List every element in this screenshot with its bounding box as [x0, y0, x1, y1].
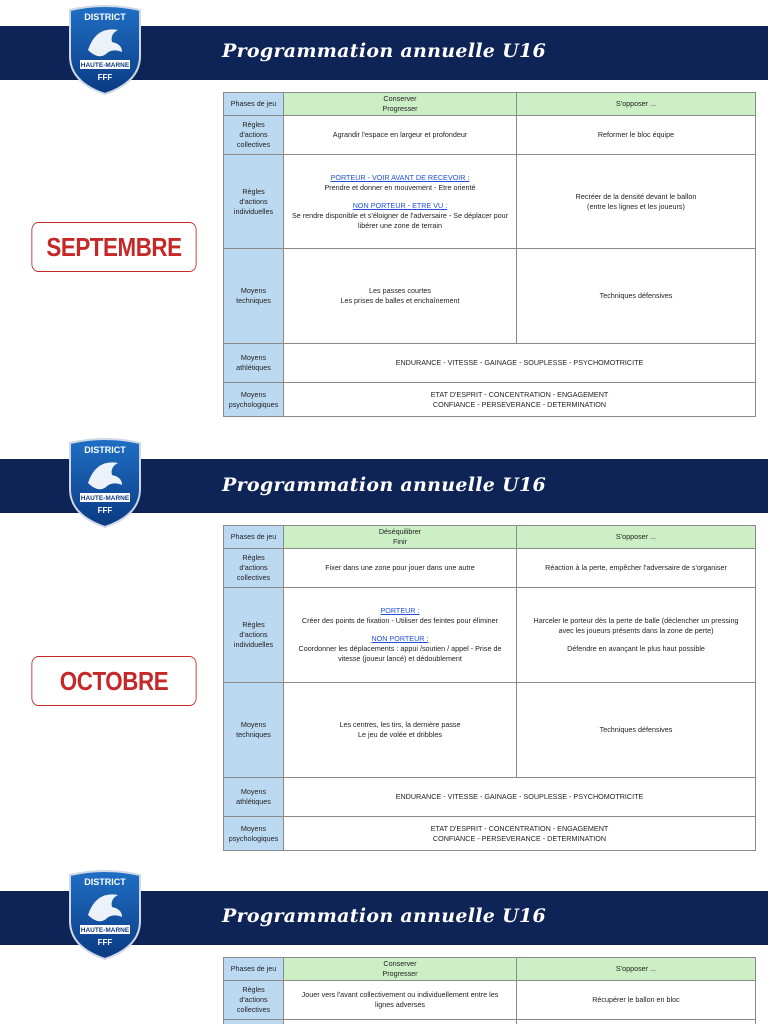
techniques-col1 [284, 683, 517, 778]
cell-line: (entre les lignes et les joueurs) [587, 201, 685, 211]
collectives-col1 [284, 981, 517, 1020]
collectives-col2: Récupérer le ballon en bloc [517, 981, 756, 1020]
porteur-label: PORTEUR : [380, 606, 420, 615]
row-label-psychologiques [224, 817, 284, 851]
planning-table [223, 92, 756, 417]
label-line: d'actions [239, 563, 268, 572]
individuelles-col2 [517, 155, 756, 249]
table-row [224, 817, 756, 851]
logo-fff-text: FFF [97, 938, 113, 947]
col2-header: S'opposer ... [517, 526, 756, 549]
col1-header [284, 93, 517, 116]
page-title: Programmation annuelle U16 [222, 905, 546, 927]
col2-header: S'opposer ... [517, 93, 756, 116]
table-row [224, 526, 756, 549]
collectives-col2: Réaction à la perte, empêcher l'adversaire de s'organiser [517, 549, 756, 588]
logo-district-text: DISTRICT [84, 12, 126, 22]
table-clip [0, 957, 768, 1024]
non-porteur-label: NON PORTEUR : [371, 634, 429, 643]
table-row [224, 588, 756, 683]
table-row [224, 344, 756, 383]
label-line: psychologiques [228, 833, 279, 843]
label-line: Moyens [240, 720, 267, 729]
individuelles-col1 [284, 588, 517, 683]
row-label-individuelles [224, 588, 284, 683]
logo-district-text: DISTRICT [84, 445, 126, 455]
individuelles-col2 [517, 588, 756, 683]
label-line: athlétiques [236, 797, 271, 806]
col1-header-line: Finir [393, 537, 407, 546]
label-line: individuelles [233, 206, 274, 216]
cell-line: Le jeu de volée et dribbles [358, 730, 442, 739]
row-label-phases: Phases de jeu [224, 93, 284, 116]
label-line: Moyens [240, 823, 267, 833]
page-title: Programmation annuelle U16 [222, 40, 546, 62]
psychologiques-cell [284, 383, 756, 417]
cell-line: ETAT D'ESPRIT - CONCENTRATION - ENGAGEMENT [430, 389, 609, 399]
col1-header-line: Progresser [382, 104, 418, 113]
col1-header-line: Conserver [383, 959, 417, 968]
individuelles-col1 [284, 1020, 517, 1024]
row-label-phases: Phases de jeu [224, 526, 284, 549]
cell-line: avec les joueurs présents dans la zone de perte) [558, 626, 714, 635]
cell-line: ETAT D'ESPRIT - CONCENTRATION - ENGAGEMENT [430, 823, 609, 833]
techniques-col2: Techniques défensives [517, 683, 756, 778]
planning-table [223, 525, 756, 851]
cell-line: CONFIANCE - PERSEVERANCE - DETERMINATION [432, 833, 607, 843]
athletiques-cell: ENDURANCE - VITESSE - GAINAGE - SOUPLESSE - PSYCHOMOTRICITE [284, 344, 756, 383]
cell-line: Les passes courtes [369, 286, 431, 295]
table-row [224, 549, 756, 588]
individuelles-col2 [517, 1020, 756, 1024]
label-line: collectives [236, 140, 271, 149]
row-label-athletiques [224, 778, 284, 817]
label-line: psychologiques [228, 399, 279, 409]
label-line: techniques [236, 730, 271, 739]
table-row [224, 981, 756, 1020]
label-line: Règles [242, 620, 265, 629]
col1-header-line: Conserver [383, 94, 417, 103]
table-row [224, 249, 756, 344]
non-porteur-text: Se rendre disponible et s'éloigner de l'adversaire - Se déplacer pour [291, 210, 509, 220]
table-row [224, 778, 756, 817]
col1-header-line: Progresser [382, 969, 418, 978]
table-row [224, 116, 756, 155]
label-line: Règles [242, 985, 265, 994]
label-line: Règles [242, 186, 265, 196]
district-logo-icon [66, 869, 144, 961]
label-line: d'actions [239, 130, 268, 139]
cell-line: Les prises de balles et enchaînement [340, 296, 460, 305]
techniques-col2: Techniques défensives [517, 249, 756, 344]
non-porteur-text: Coordonner les déplacements : appui /soutien / appel - Prise de [298, 644, 502, 653]
porteur-label: PORTEUR - VOIR AVANT DE RECEVOIR : [330, 172, 470, 182]
cell-line: Jouer vers l'avant collectivement ou individuellement entre les [301, 990, 499, 999]
logo-fff-text: FFF [97, 73, 113, 82]
label-line: Moyens [240, 389, 267, 399]
month-label: SEPTEMBRE [31, 222, 196, 272]
cell-line: Harceler le porteur dès la perte de balle (déclencher un pressing [533, 616, 739, 625]
planning-table [223, 957, 756, 1024]
collectives-col2: Reformer le bloc équipe [517, 116, 756, 155]
label-line: Moyens [240, 787, 267, 796]
porteur-text: Prendre et donner en mouvement - Etre orienté [324, 182, 476, 192]
athletiques-cell: ENDURANCE - VITESSE - GAINAGE - SOUPLESSE - PSYCHOMOTRICITE [284, 778, 756, 817]
label-line: Moyens [240, 353, 267, 362]
row-label-collectives [224, 116, 284, 155]
col1-header-line: Déséquilibrer [378, 527, 422, 536]
cell-line: Recréer de la densité devant le ballon [575, 191, 697, 201]
row-label-collectives [224, 549, 284, 588]
label-line: collectives [236, 1005, 271, 1014]
page-title: Programmation annuelle U16 [222, 474, 546, 496]
row-label-individuelles [224, 155, 284, 249]
label-line: Moyens [240, 286, 267, 295]
table-row [224, 155, 756, 249]
cell-line: CONFIANCE - PERSEVERANCE - DETERMINATION [432, 399, 607, 409]
individuelles-col1 [284, 155, 517, 249]
table-row [224, 958, 756, 981]
label-line: athlétiques [236, 363, 271, 372]
logo-haute-marne-text: HAUTE-MARNE [80, 62, 130, 69]
label-line: d'actions [239, 995, 268, 1004]
label-line: individuelles [233, 640, 274, 649]
row-label-athletiques [224, 344, 284, 383]
row-label-collectives [224, 981, 284, 1020]
non-porteur-text: libérer une zone de terrain [358, 220, 442, 230]
col2-header: S'opposer ... [517, 958, 756, 981]
row-label-techniques [224, 249, 284, 344]
table-row [224, 683, 756, 778]
col1-header [284, 526, 517, 549]
logo-haute-marne-text: HAUTE-MARNE [80, 495, 130, 502]
row-label-techniques [224, 683, 284, 778]
collectives-col1: Agrandir l'espace en largeur et profondeur [284, 116, 517, 155]
logo-haute-marne-text: HAUTE-MARNE [80, 927, 130, 934]
label-line: d'actions [239, 196, 268, 206]
non-porteur-text: vitesse (joueur lancé) et dédoublement [338, 654, 462, 663]
logo-fff-text: FFF [97, 506, 113, 515]
table-row [224, 93, 756, 116]
techniques-col1 [284, 249, 517, 344]
logo-district-text: DISTRICT [84, 877, 126, 887]
month-label: OCTOBRE [31, 656, 196, 706]
label-line: Règles [242, 120, 265, 129]
label-line: techniques [236, 296, 271, 305]
cell-line: Les centres, les tirs, la dernière passe [339, 720, 461, 729]
cell-line: Défendre en avançant le plus haut possible [567, 644, 705, 653]
table-row [224, 1020, 756, 1024]
porteur-text: Créer des points de fixation - Utiliser des feintes pour éliminer [301, 616, 499, 625]
row-label-phases: Phases de jeu [224, 958, 284, 981]
row-label-individuelles [224, 1020, 284, 1024]
table-row [224, 383, 756, 417]
cell-line: lignes adverses [375, 1000, 425, 1009]
row-label-psychologiques [224, 383, 284, 417]
collectives-col1: Fixer dans une zone pour jouer dans une autre [284, 549, 517, 588]
district-logo-icon [66, 4, 144, 96]
col1-header [284, 958, 517, 981]
district-logo-icon [66, 437, 144, 529]
label-line: Règles [242, 553, 265, 562]
label-line: collectives [236, 573, 271, 582]
non-porteur-label: NON PORTEUR - ETRE VU : [352, 200, 448, 210]
psychologiques-cell [284, 817, 756, 851]
label-line: d'actions [239, 630, 268, 639]
